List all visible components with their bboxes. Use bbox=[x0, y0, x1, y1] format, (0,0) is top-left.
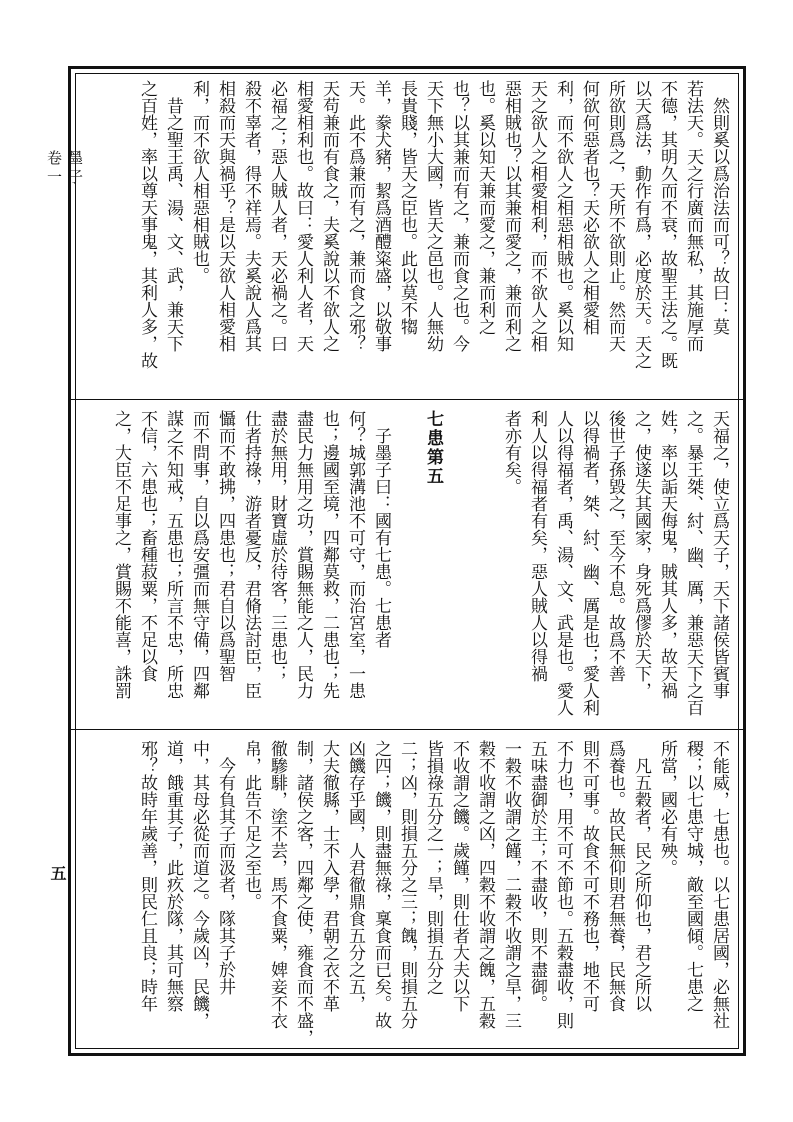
text-column: 不信，六患也；畜種菽粟，不足以食 bbox=[137, 410, 157, 682]
text-column: 謀之不知戒，五患也；所言不忠，所忠 bbox=[163, 410, 183, 699]
text-column: 之。暴王桀、紂、幽、厲，兼惡天下之百 bbox=[683, 410, 703, 716]
text-column: 以天爲法，動作有爲，必度於天。天之 bbox=[631, 80, 651, 369]
text-column: 不力也，用不可不節也。五穀盡收，則 bbox=[553, 740, 573, 1029]
text-column: 凡五穀者，民之所仰也，君之所以 bbox=[631, 740, 651, 1012]
text-band-3 bbox=[82, 740, 732, 1050]
text-column: 不能威，七患也。以七患居國，必無社 bbox=[709, 740, 729, 1029]
text-column: 子墨子曰：國有七患。七患者 bbox=[371, 410, 391, 648]
text-column: 不收謂之饑。歲饉，則仕者大夫以下 bbox=[449, 740, 469, 1012]
text-column: 而不問事，自以爲安彊而無守備，四鄰 bbox=[189, 410, 209, 699]
text-column: 所當，國必有殃。 bbox=[657, 740, 677, 876]
text-column: 天下無小大國，皆天之邑也。人無幼 bbox=[423, 80, 443, 352]
text-column: 不德，其明久而不衰，故聖王法之。既 bbox=[657, 80, 677, 369]
text-column: 所欲則爲之，天所不欲則止。然而天 bbox=[605, 80, 625, 352]
text-column: 長貴賤，皆天之臣也。此以莫不犓 bbox=[397, 80, 417, 335]
text-column: 仕者持祿，游者憂反，君脩法討臣，臣 bbox=[241, 410, 261, 699]
text-column: 惡相賊也？以其兼而愛之，兼而利之 bbox=[501, 80, 521, 352]
text-column bbox=[446, 410, 472, 726]
text-column: 以得禍者，桀、紂、幽、厲是也；愛人利 bbox=[579, 410, 599, 716]
text-column: 後世子孫毀之，至今不息。故爲不善 bbox=[605, 410, 625, 682]
text-column: 二；凶，則損五分之三；餽，則損五分 bbox=[397, 740, 417, 1029]
text-column: 爲養也。故民無仰則君無養，民無食 bbox=[605, 740, 625, 1012]
text-column: 之，大臣不足事之，賞賜不能喜，誅罰 bbox=[111, 410, 131, 699]
text-column: 天之欲人之相愛相利，而不欲人之相 bbox=[527, 80, 547, 352]
text-column: 利，而不欲人之相惡相賊也。奚以知 bbox=[553, 80, 573, 352]
text-column: 者亦有矣。 bbox=[501, 410, 521, 495]
text-column: 今有負其子而汲者，隊其子於井 bbox=[215, 740, 235, 995]
text-column: 必福之；惡人賊人者，天必禍之。曰 bbox=[267, 80, 287, 352]
band-divider bbox=[71, 399, 743, 400]
text-band-1 bbox=[82, 80, 732, 396]
text-column: 也。奚以知天兼而愛之，兼而利之 bbox=[475, 80, 495, 335]
text-column: 制，諸侯之客，四鄰之使，雍食而不盛， bbox=[293, 740, 313, 1046]
text-column: 天。此不爲兼而有之，兼而食之邪？ bbox=[345, 80, 365, 352]
text-column: 稷；以七患守城，敵至國傾。七患之 bbox=[683, 740, 703, 1012]
text-column: 殺不辜者，得不祥焉。夫奚說人爲其 bbox=[241, 80, 261, 352]
text-column: 之，使遂失其國家，身死爲僇於天下， bbox=[631, 410, 651, 699]
text-column: 利，而不欲人相惡相賊也。 bbox=[189, 80, 209, 284]
page-number: 五 bbox=[48, 865, 67, 881]
text-column: 道，餓重其子，此疚於隊，其可無察 bbox=[163, 740, 183, 1012]
text-column: 相殺而天與禍乎？是以天欲人相愛相 bbox=[215, 80, 235, 352]
text-column: 然則奚以爲治法而可？故曰：莫 bbox=[709, 80, 729, 335]
text-column: 天苟兼而有食之，夫奚說以不欲人之 bbox=[319, 80, 339, 352]
book-name: 墨子 bbox=[66, 150, 84, 188]
text-column: 昔之聖王禹、湯、文、武，兼天下 bbox=[163, 80, 183, 352]
text-column: 利人以得福者有矣，惡人賊人以得禍 bbox=[527, 410, 547, 682]
text-column bbox=[472, 410, 498, 726]
text-column: 天福之，使立爲天子，天下諸侯皆賓事 bbox=[709, 410, 729, 699]
text-column: 大夫徹縣，士不入學，君朝之衣不革 bbox=[319, 740, 339, 1012]
text-column: 人以得福者，禹、湯、文、武是也。愛人 bbox=[553, 410, 573, 716]
chapter-heading: 七患第五 bbox=[423, 410, 443, 486]
text-column: 何？城郭溝池不可守，而治宮室，一患 bbox=[345, 410, 365, 699]
text-column: 盡民力無用之功，賞賜無能之人，民力 bbox=[293, 410, 313, 699]
text-column: 之四；饑，則盡無祿，稟食而已矣。故 bbox=[371, 740, 391, 1029]
text-column: 羊，豢犬豬，絜爲酒醴粢盛，以敬事 bbox=[371, 80, 391, 352]
text-column: 姓，率以詬天侮鬼，賊其人多，故天禍 bbox=[657, 410, 677, 699]
text-column: 凶饑存乎國，人君徹鼎食五分之五， bbox=[345, 740, 365, 1012]
text-column: 懾而不敢拂，四患也；君自以爲聖智 bbox=[215, 410, 235, 682]
text-column: 相愛相利也。故曰：愛人利人者，天 bbox=[293, 80, 313, 352]
text-column: 若法天。天之行廣而無私，其施厚而 bbox=[683, 80, 703, 352]
text-column: 之百姓，率以尊天事鬼，其利人多，故 bbox=[137, 80, 157, 369]
text-column: 一穀不收謂之饉，二穀不收謂之旱，三 bbox=[501, 740, 521, 1029]
text-column: 也；邊國至境，四鄰莫救，二患也；先 bbox=[319, 410, 339, 699]
text-column: 盡於無用，財寶虛於待客，三患也； bbox=[267, 410, 287, 682]
band-divider bbox=[71, 729, 743, 730]
text-column: 邪？故時年歲善，則民仁且良；時年 bbox=[137, 740, 157, 1012]
text-column: 穀不收謂之凶，四穀不收謂之餽，五穀 bbox=[475, 740, 495, 1029]
text-band-2 bbox=[82, 410, 732, 726]
text-column: 中，其母必從而道之。今歲凶，民饑， bbox=[189, 740, 209, 1029]
volume-label: 卷一 bbox=[45, 150, 63, 188]
text-column: 徹驂騑，塗不芸，馬不食粟，婢妾不衣 bbox=[267, 740, 287, 1029]
text-column: 何欲何惡者也？天必欲人之相愛相 bbox=[579, 80, 599, 335]
text-column: 則不可事。故食不可不務也，地不可 bbox=[579, 740, 599, 1012]
text-column: 五味盡御於主；不盡收，則不盡御。 bbox=[527, 740, 547, 1012]
text-column bbox=[394, 410, 420, 726]
text-column: 也？以其兼而有之，兼而食之也。今 bbox=[449, 80, 469, 352]
text-column: 帛，此告不足之至也。 bbox=[241, 740, 261, 910]
text-column: 皆損祿五分之一；旱，則損五分之 bbox=[423, 740, 443, 995]
